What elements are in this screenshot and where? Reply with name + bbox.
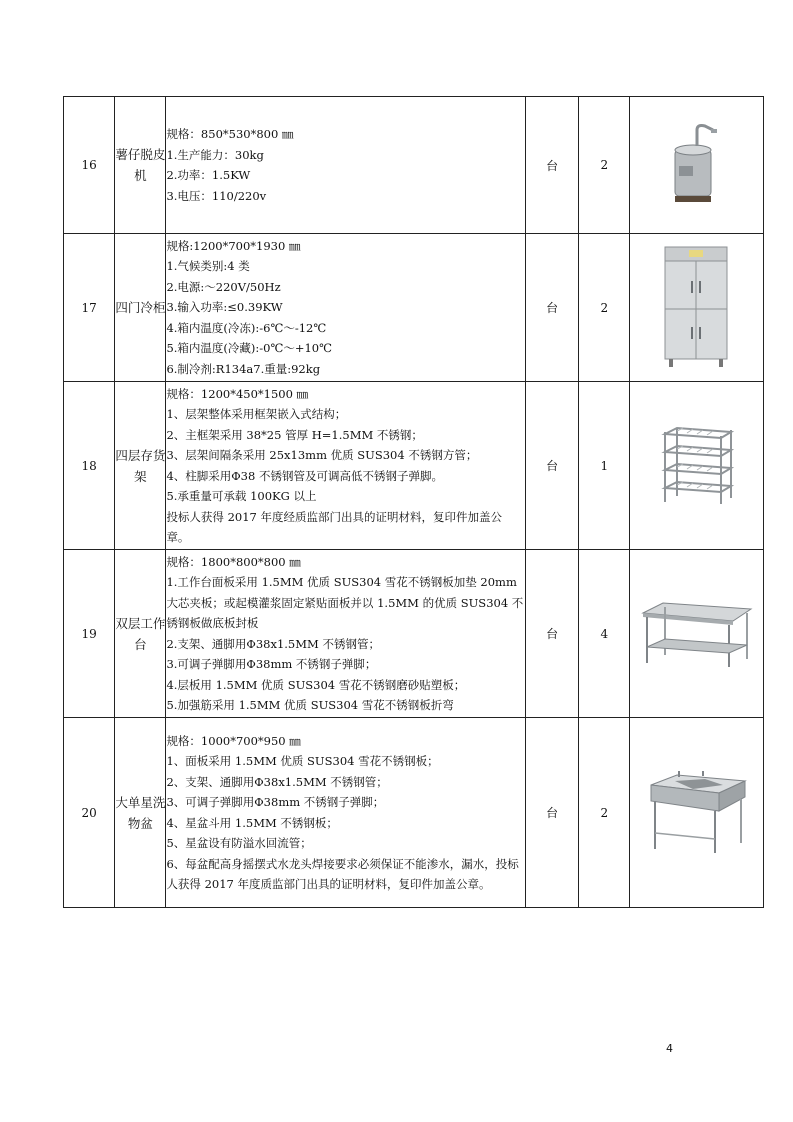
item-name: 四层存货架: [115, 382, 166, 550]
item-specs: [166, 234, 526, 382]
item-unit: 台: [525, 382, 578, 550]
item-quantity: 2: [579, 97, 630, 234]
spec-line: 3.输入功率:≤0.39KW: [166, 300, 283, 315]
item-name: 双层工作台: [115, 550, 166, 718]
storage-shelf-image: [657, 426, 737, 506]
spec-line: 3.可调子弹脚用Φ38mm 不锈钢子弹脚；: [166, 657, 377, 671]
item-image-cell: [630, 234, 764, 382]
spec-line: 5.箱内温度(冷藏):-0℃～+10℃: [166, 341, 332, 356]
item-quantity: 2: [579, 234, 630, 382]
spec-line: 2.支架、通脚用Φ38x1.5MM 不锈钢管；: [166, 636, 380, 651]
spec-line: 规格：1200*450*1500 ㎜: [166, 386, 309, 401]
item-unit: 台: [525, 718, 578, 908]
spec-line: 2、支架、通脚用Φ38x1.5MM 不锈钢管；: [166, 774, 388, 789]
spec-line: 5、星盆设有防溢水回流管；: [166, 836, 312, 850]
spec-line: 1、层架整体采用框架嵌入式结构；: [166, 407, 347, 421]
spec-line: 规格：1800*800*800 ㎜: [166, 554, 301, 569]
spec-line: 6.制冷剂:R134a7.重量:92kg: [166, 361, 321, 376]
item-number: 20: [64, 718, 115, 908]
spec-line: 2.电源:～220V/50Hz: [166, 279, 281, 294]
spec-line: 5.加强筋采用 1.5MM 优质 SUS304 雪花不锈钢板折弯: [166, 698, 454, 712]
item-image-cell: [630, 550, 764, 718]
item-image-cell: [630, 97, 764, 234]
page-number: 4: [666, 1042, 673, 1055]
potato-peeler-image: [667, 122, 727, 208]
item-quantity: 1: [579, 382, 630, 550]
spec-line: 规格：1000*700*950 ㎜: [166, 733, 301, 748]
item-number: 16: [64, 97, 115, 234]
spec-line: 1.生产能力：30kg: [166, 147, 264, 162]
spec-line: 4、柱脚采用Φ38 不锈钢管及可调高低不锈钢子弹脚。: [166, 468, 443, 483]
table-row: [64, 718, 764, 908]
work-table-image: [639, 599, 755, 669]
item-unit: 台: [525, 97, 578, 234]
item-number: 17: [64, 234, 115, 382]
item-number: 18: [64, 382, 115, 550]
table-row: [64, 97, 764, 234]
equipment-spec-table: [63, 96, 764, 908]
item-image-cell: [630, 718, 764, 908]
spec-line: 3.电压：110/220v: [166, 188, 267, 203]
spec-line: 6、每盆配高身摇摆式水龙头焊接要求必须保证不能渗水，漏水，投标人获得 2017 年度质监部门出具的证明材料，复印件加盖公章。: [166, 856, 519, 891]
spec-line: 4.层板用 1.5MM 优质 SUS304 雪花不锈钢磨砂贴塑板；: [166, 677, 466, 692]
item-quantity: 2: [579, 718, 630, 908]
spec-line: 2.功率：1.5KW: [166, 168, 251, 182]
item-image-cell: [630, 382, 764, 550]
spec-line: 1、面板采用 1.5MM 优质 SUS304 雪花不锈钢板；: [166, 754, 439, 768]
spec-line: 3、层架间隔条采用 25x13mm 优质 SUS304 不锈钢方管；: [166, 448, 478, 462]
spec-line: 4.箱内温度(冷冻):-6℃～-12℃: [166, 320, 327, 335]
item-specs: [166, 382, 526, 550]
item-name: 四门冷柜: [115, 234, 166, 382]
item-unit: 台: [525, 234, 578, 382]
spec-line: 5.承重量可承载 100KG 以上: [166, 489, 317, 503]
spec-line: 1.工作台面板采用 1.5MM 优质 SUS304 雪花不锈钢板加垫 20mm 大芯夹板；或起模灌浆固定紧贴面板并以 1.5MM 的优质 SUS304 不锈钢板做底板封板: [166, 575, 524, 630]
item-number: 19: [64, 550, 115, 718]
item-specs: [166, 718, 526, 908]
spec-line: 1.气候类别:4 类: [166, 259, 250, 274]
item-name: 大单星洗物盆: [115, 718, 166, 908]
spec-line: 4、星盆斗用 1.5MM 不锈钢板；: [166, 815, 338, 830]
spec-line: 3、可调子弹脚用Φ38mm 不锈钢子弹脚；: [166, 795, 385, 809]
item-name: 薯仔脱皮机: [115, 97, 166, 234]
table-row: [64, 234, 764, 382]
table-row: [64, 550, 764, 718]
item-unit: 台: [525, 550, 578, 718]
four-door-refrigerator-image: [651, 243, 743, 373]
table-row: [64, 382, 764, 550]
spec-line: 规格:1200*700*1930 ㎜: [166, 238, 301, 253]
item-quantity: 4: [579, 550, 630, 718]
spec-line: 2、主框架采用 38*25 管厚 H=1.5MM 不锈钢；: [166, 427, 423, 442]
spec-line: 投标人获得 2017 年度经质监部门出具的证明材料，复印件加盖公章。: [166, 509, 503, 544]
sink-image: [647, 771, 747, 855]
item-specs: [166, 97, 526, 234]
spec-line: 规格：850*530*800 ㎜: [166, 127, 294, 141]
item-specs: [166, 550, 526, 718]
